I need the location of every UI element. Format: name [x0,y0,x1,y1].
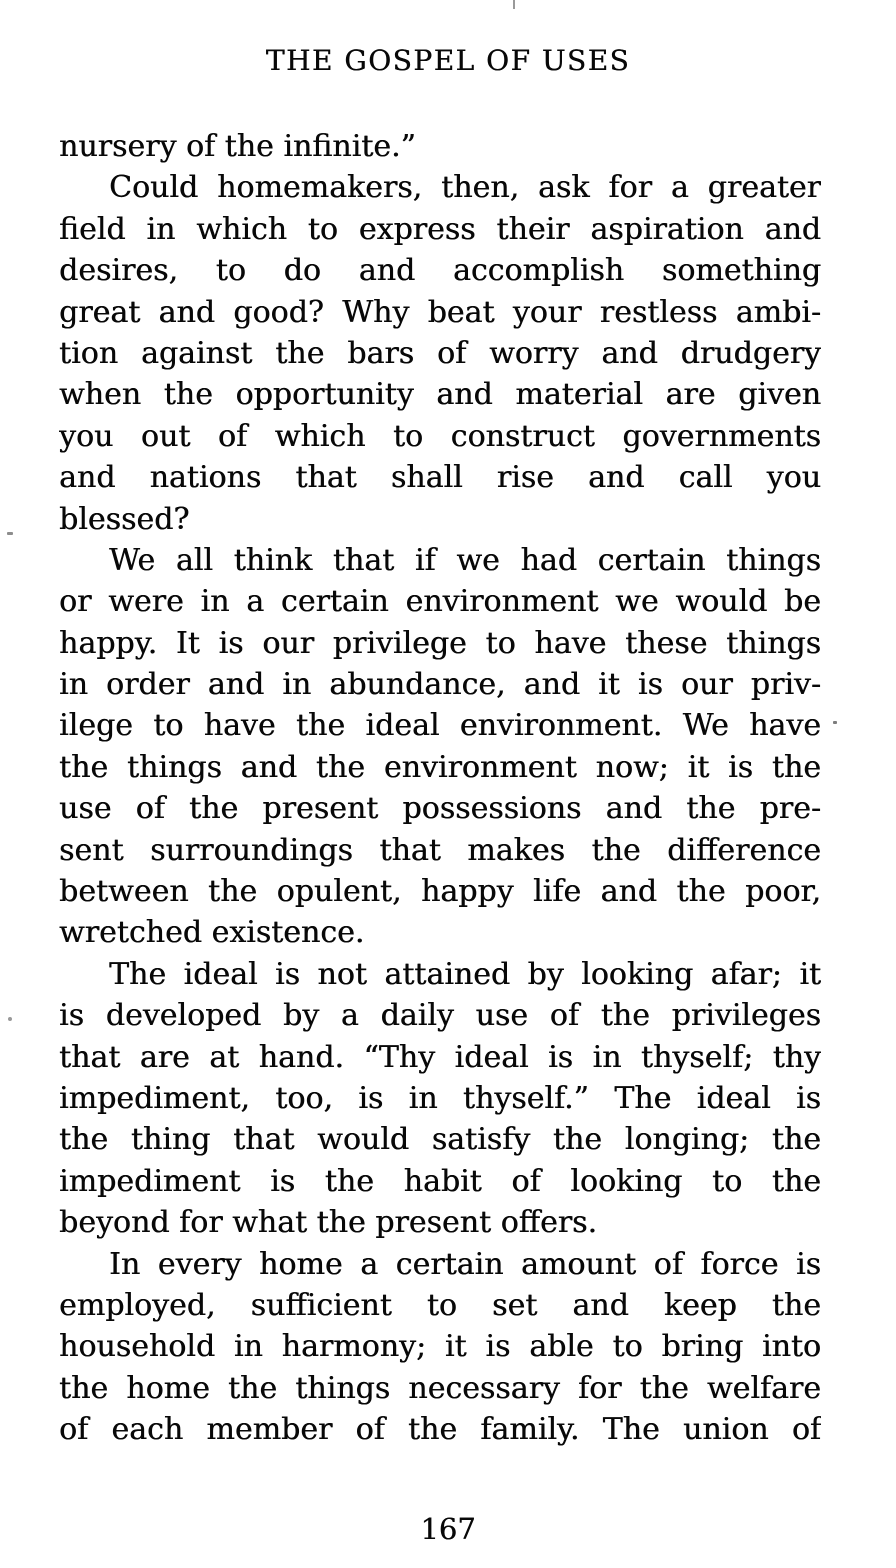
body-text [59,126,821,1451]
text-line: in order and in abundance, and it is our priv- [59,667,821,703]
text-line: the home the things necessary for the welfare [59,1370,821,1406]
text-line: blessed? [59,501,190,537]
text-line: wretched existence. [59,915,365,951]
text-line: In every home a certain amount of force is [109,1246,821,1282]
paragraph [59,540,821,954]
paragraph [59,167,821,540]
text-line: when the opportunity and material are given [59,377,821,413]
text-line: that are at hand. “Thy ideal is in thyself; thy [59,1039,821,1075]
scan-artifact [833,721,837,724]
text-line: We all think that if we had certain things [109,542,821,578]
text-line: Could homemakers, then, ask for a greater [109,170,821,206]
text-line: impediment, too, is in thyself.” The ideal is [59,1080,821,1116]
text-line: nursery of the infinite.” [59,129,416,164]
running-header: THE GOSPEL OF USES [265,44,631,77]
text-line: employed, sufficient to set and keep the [59,1287,821,1323]
text-line: between the opulent, happy life and the poor, [59,874,821,910]
text-line: impediment is the habit of looking to the [59,1163,821,1199]
text-line: great and good? Why beat your restless ambi- [59,294,821,330]
text-line: tion against the bars of worry and drudgery [59,335,821,371]
scan-artifact [7,532,13,535]
scan-artifact [8,1017,12,1021]
text-line: happy. It is our privilege to have these things [59,625,821,661]
text-line: desires, to do and accomplish something [59,253,821,289]
text-line: the things and the environment now; it is the [59,749,821,785]
text-line: or were in a certain environment we would be [59,584,821,620]
text-line: field in which to express their aspiration and [59,211,821,247]
paragraph [59,1244,821,1451]
text-line: The ideal is not attained by looking afar; it [109,956,821,992]
text-line: household in harmony; it is able to bring into [59,1329,821,1365]
text-line: of each member of the family. The union of [59,1412,821,1448]
paragraph [59,954,821,1244]
text-line: and nations that shall rise and call you [59,460,821,496]
text-line: ilege to have the ideal environment. We have [59,708,821,744]
text-line: use of the present possessions and the pre- [59,791,821,827]
text-line: you out of which to construct governments [59,418,821,454]
text-line: is developed by a daily use of the privileges [59,998,821,1034]
text-line: the thing that would satisfy the longing; the [59,1122,821,1158]
page-number: 167 [420,1512,476,1546]
scan-artifact [513,0,515,9]
text-line: beyond for what the present offers. [59,1205,597,1241]
text-line: sent surroundings that makes the difference [59,832,821,868]
paragraph [59,126,821,167]
